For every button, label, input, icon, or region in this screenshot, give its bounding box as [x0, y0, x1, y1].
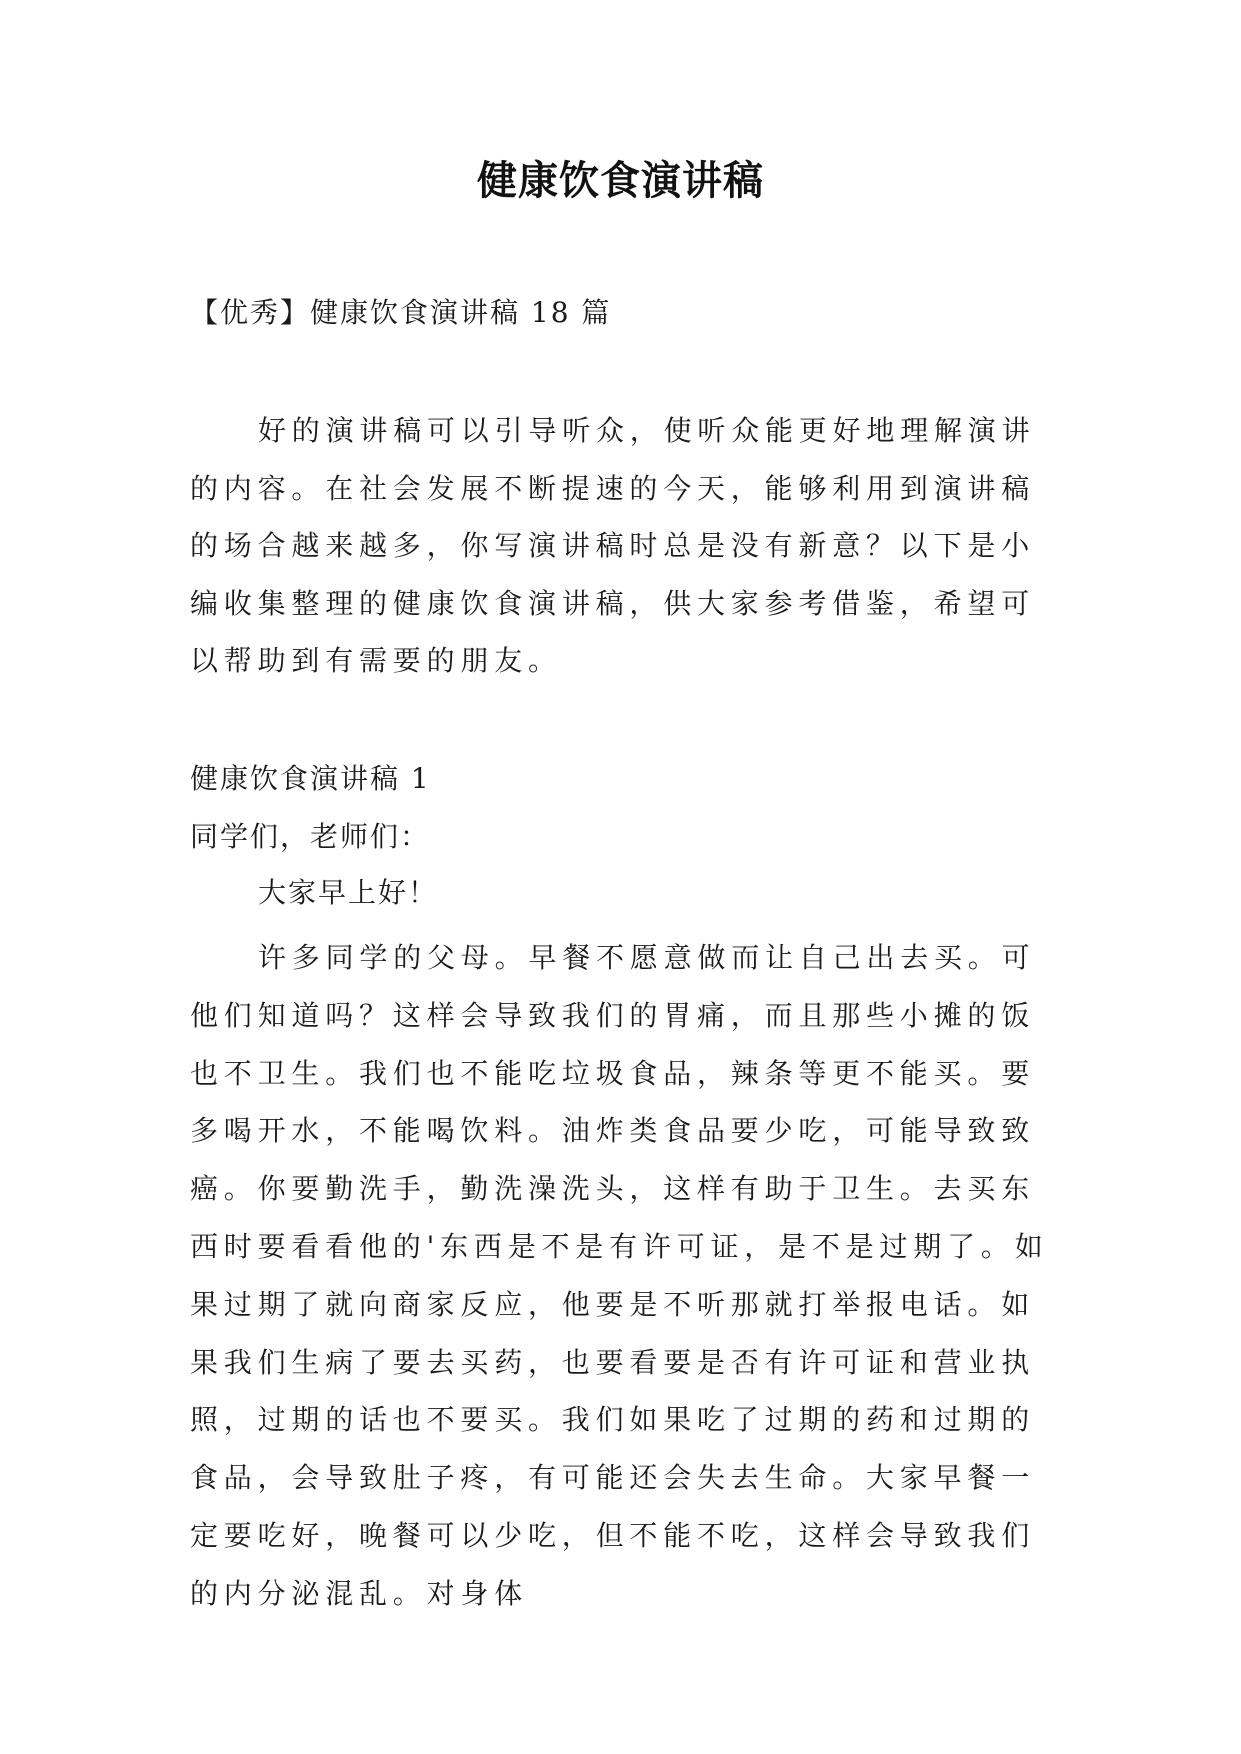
intro-paragraph: 好的演讲稿可以引导听众，使听众能更好地理解演讲的内容。在社会发展不断提速的今天，能够利用到演讲稿的场合越来越多，你写演讲稿时总是没有新意？以下是小编收集整理的健康饮食演讲稿，供大家参考借鉴，希望可以帮助到有需要的朋友。 [190, 414, 1036, 677]
salutation: 同学们，老师们： [190, 820, 431, 853]
section-heading: 健康饮食演讲稿 1 [190, 762, 431, 795]
document-title: 健康饮食演讲稿 [477, 158, 764, 204]
greeting: 大家早上好！ [258, 876, 439, 909]
body-paragraph: 许多同学的父母。早餐不愿意做而让自己出去买。可他们知道吗？这样会导致我们的胃痛，而且那些小摊的饭也不卫生。我们也不能吃垃圾食品，辣条等更不能买。要多喝开水，不能喝饮料。油炸类食品要少吃，可能导致致癌。你要勤洗手，勤洗澡洗头，这样有助于卫生。去买东西时要看看他的'东西是不是有许可证，是不是过期了。如果过期了就向商家反应，他要是不听那就打举报电话。如果我们生病了要去买药，也要看要是否有许可证和营业执照，过期的话也不要买。我们如果吃了过期的药和过期的食品，会导致肚子疼，有可能还会失去生命。大家早餐一定要吃好，晚餐可以少吃，但不能不吃，这样会导致我们的内分泌混乱。对身体 [190, 941, 1049, 1610]
document-subtitle: 【优秀】健康饮食演讲稿 18 篇 [190, 296, 612, 329]
